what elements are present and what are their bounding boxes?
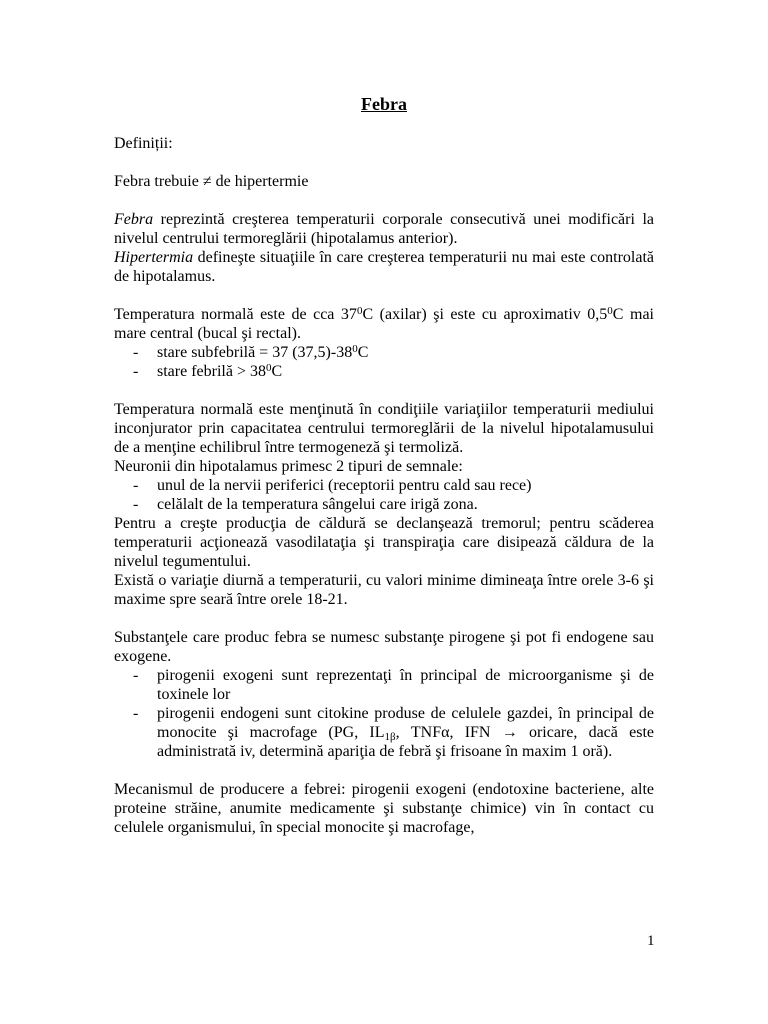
pyrogens-paragraph: Substanţele care produc febra se numesc substanţe pirogene şi pot fi endogene sau exogene. (114, 629, 654, 665)
list-item: - unul de la nervii periferici (receptorii pentru cald sau rece) (114, 476, 654, 495)
diurnal-variation-paragraph: Există o variaţie diurnă a temperaturii, cu valori minime dimineaţa între orele 3-6 şi maxime spre seară între orele 18-21. (114, 572, 654, 608)
page-number: 1 (647, 933, 655, 949)
neurons-intro: Neuronii din hipotalamus primesc 2 tipuri de semnale: (114, 458, 463, 475)
list-item: - pirogenii exogeni sunt reprezentaţi în principal de microorganisme şi de toxinele lor (114, 666, 654, 704)
definition-hipertermia: Hipertermia defineşte situaţiile în care creşterea temperaturii nu mai este controlată de hipotalamus. (114, 249, 654, 285)
maintenance-paragraph: Temperatura normală este menţinută în condiţiile variaţiilor temperaturii mediului inconjurator prin capacitatea centrului termoreglării de la nivelul hipotalamusului de a menţine echilibrul între termogeneză şi termoliză. (114, 401, 654, 456)
definitions-heading: Definiții: (114, 135, 173, 152)
term-hipertermia: Hipertermia (114, 249, 194, 266)
list-item: - celălalt de la temperatura sângelui care irigă zona. (114, 495, 654, 514)
temperature-states-list (114, 343, 654, 381)
normal-temperature-paragraph: Temperatura normală este de cca $37^0C$ (axilar) şi este cu aproximativ $0,5^0C$ mai mare central (bucal şi rectal). (114, 305, 654, 342)
list-item: - stare febrilă > $38^0C$ (114, 362, 654, 381)
document-page (114, 95, 654, 837)
pyrogens-list (114, 666, 654, 761)
febra-vs-hipertermie: Febra trebuie ≠ de hipertermie (114, 173, 309, 190)
signals-list (114, 476, 654, 514)
definition-febra: Febra reprezintă creşterea temperaturii corporale consecutivă unei modificări la nivelul centrului termoreglării (hipotalamus anterior). (114, 211, 654, 247)
list-item: - pirogenii endogeni sunt citokine produse de celulele gazdei, în principal de monocite şi macrofage (PG, $IL_{1\beta}$, TNFα, IFN → oricare, dacă este administrată iv, determină apariţia de febră şi frisoane în maxim 1 oră). (114, 704, 654, 761)
mechanism-paragraph: Mecanismul de producere a febrei: pirogenii exogeni (endotoxine bacteriene, alte proteine străine, anumite medicamente şi substanţe chimice) vin în contact cu celulele organismului, în special monocite şi macrofage, (114, 781, 654, 836)
list-item: - stare subfebrilă = 37 $(37,5)-38^0C$ (114, 343, 654, 362)
term-febra: Febra (114, 211, 154, 228)
heat-regulation-paragraph: Pentru a creşte producţia de căldură se declanşează tremorul; pentru scăderea temperaturii acţionează vasodilataţia şi transpiraţia care disipează căldura de la nivelul tegumentului. (114, 515, 654, 570)
document-title: Febra (361, 94, 407, 114)
